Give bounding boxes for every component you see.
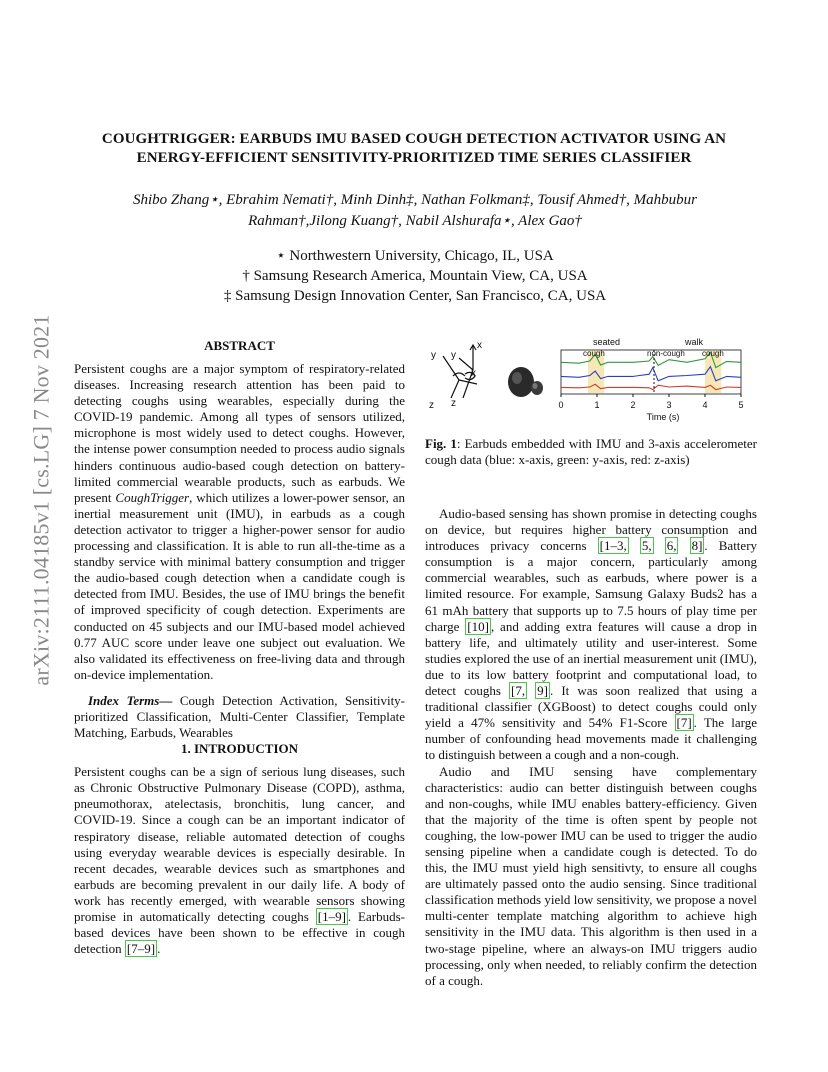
caption-text: : Earbuds embedded with IMU and 3-axis accelerometer cough data (blue: x-axis, green: y-axis, red: z-axis) [425,436,757,467]
affiliation-samsung-research: † Samsung Research America, Mountain View, CA, USA [242,268,588,284]
arxiv-stamp-text: arXiv:2111.04185v1 [cs.LG] 7 Nov 2021 [29,314,55,686]
intro-text-a: Persistent coughs can be a sign of serious lung diseases, such as Chronic Obstructive Pulmonary Disease (COPD), asthma, pneumothorax, atelectasis, bronchitis, lung cancer, and COVID-19. Since a cough can be an important indicator of respiratory disease, reliable automated detection of coughs using everyday wearable devices is especially desirable. In recent decades, wearable devices such as smartphones and earbuds are becoming prevalent in our daily life. A body of work has recently emerged, with wearable sensors showing promise in automatically detecting coughs [74,764,405,924]
intro-heading: 1. INTRODUCTION [180,741,298,757]
author-list [110,190,720,232]
x-axis-label: Time (s) [646,412,680,422]
citation-link[interactable]: [7–9] [126,941,156,957]
axis-label-y: y [451,350,456,361]
abstract-text [74,361,405,683]
spacer [425,468,757,506]
abstract-emph: CoughTrigger [115,489,190,505]
affiliation-northwestern: ⋆ Northwestern University, Chicago, IL, USA [276,248,554,264]
index-terms-label: Index Terms— [88,692,173,708]
axis-label-z: z [451,398,456,409]
label-non-cough: non-cough [647,349,685,358]
x-tick-label: 0 [558,400,564,410]
abstract-heading: ABSTRACT [204,338,275,353]
rp1-a: Audio-based sensing has shown promise in detecting coughs on device, but requires higher battery consumption and introduces privacy concerns [425,506,757,554]
affiliations [150,246,680,306]
label-seated: seated [593,337,621,347]
index-terms-text: Cough Detection Activation, Sensitivity-prioritized Classification, Multi-Center Classifier, Template Matching, Earbuds, Wearables [74,692,406,741]
citation-link[interactable]: [7] [676,715,692,731]
caption-label: Fig. 1 [425,436,457,451]
index-terms [74,693,405,741]
citation-link[interactable]: [1–3, [599,538,627,554]
plot-area [558,337,743,422]
axis-label-x2: x [471,368,476,379]
title-line-1: COUGHTRIGGER: EARBUDS IMU BASED COUGH DETECTION ACTIVATOR USING AN [101,131,727,147]
paper-title [60,130,768,168]
rp1-b: . Battery consumption is a major concern, particularly among commercial wearables, such as earbuds, where power is a limited resource. For example, Samsung Galaxy Buds2 has a 61 mAh battery that supports up to 7.5 hours of play time per charge [425,538,758,634]
x-tick-label: 3 [666,400,672,410]
abstract-part-1: Persistent coughs are a major symptom of respiratory-related diseases. Increasing research attention has been paid to detecting coughs using wearables, especially during the COVID-19 pandemic. Among all types of sensors utilized, microphone is most widely used to detect coughs. However, the intense power consumption needed to process audio signals hinders continuous audio-based cough detection on battery-limited commercial wearable products, such as earbuds. We present [74,361,405,505]
label-walk: walk [685,337,704,347]
earbud-icon [508,367,543,397]
rp1-d: . It was soon realized that using a traditional classifier (XGBoost) to detect coughs could only yield a 47% sensitivity and 54% F1-Score [425,683,757,731]
intro-paragraph [74,764,405,957]
x-tick-label: 5 [738,400,744,410]
citation-link[interactable]: 9] [537,683,549,699]
axis-label-x: x [477,340,482,351]
figure-1-svg [425,336,757,428]
citation-link[interactable]: [7, [511,683,526,699]
figure-caption [425,436,757,468]
title-line-2: ENERGY-EFFICIENT SENSITIVITY-PRIORITIZED TIME SERIES CLASSIFIER [136,150,692,166]
x-tick-label: 2 [630,400,636,410]
right-column [425,336,757,989]
figure-1 [425,336,757,428]
right-paragraph-2: Audio and IMU sensing have complementary characteristics: audio can better distinguish between coughs and non-coughs, while IMU enables battery-efficiency. Given that the majority of the time is often spent by people not coughing, the low-power IMU can be used to trigger the audio sensing pipeline when a candidate cough is detected. To do this, the IMU must yield high sensitivty, to ensure all coughs are ultimately passed onto the audio sensing. Since traditional classification methods yield low sensitivity, we propose a novel multi-center template matching algorithm to achieve high sensitivity in the IMU data. This algorithm is then used in a two-stage pipeline, where an always-on IMU triggers audio processing, only when needed, to reliably confirm the detection of a cough. [425,763,757,988]
label-cough-2: cough [702,349,724,358]
axis-label-y2: y [431,350,436,361]
authors-line-1: Shibo Zhang⋆, Ebrahim Nemati†, Minh Dinh‡, Nathan Folkman‡, Tousif Ahmed†, Mahbubur [133,192,697,208]
citation-link[interactable]: [1–9] [317,909,346,924]
left-column [74,338,405,957]
rp1-c: , and adding extra features will cause a drop in battery life, and ultimately utility and user-interest. Some studies explored the use of an inertial measurement unit (IMU), due to its low battery footprint and computational load, to detect coughs [425,618,757,699]
axis-arrow-z2-icon [451,380,459,398]
intro-text-b: . Earbuds-based devices have been shown to be effective in cough detection [74,909,405,957]
authors-line-2: Rahman†,Jilong Kuang†, Nabil Alshurafa⋆, Alex Gao† [248,213,582,229]
citation-link[interactable]: 6, [666,538,677,554]
axis-label-z2: z [429,400,434,411]
citation-link[interactable]: [10] [467,618,489,634]
affiliation-samsung-design: ‡ Samsung Design Innovation Center, San Francisco, CA, USA [223,288,607,304]
citation-link[interactable]: 5, [641,538,652,554]
x-tick-label: 4 [702,400,708,410]
label-cough-1: cough [583,349,605,358]
x-tick-label: 1 [594,400,600,410]
arxiv-stamp [20,300,64,700]
citation-link[interactable]: 8] [691,538,703,554]
abstract-part-2: , which utilizes a lower-power sensor, an inertial measurement unit (IMU), in earbuds as a cough detection activator to trigger a higher-power sensor for audio processing and classification. It is able to run all-the-time as a standby service with minimal battery consumption and trigger the audio-based cough detection when a candidate cough is detected from IMU. Besides, the use of IMU brings the benefit of improved specificity of cough detection. Experiments are conducted on 45 subjects and our IMU-based model achieved 0.77 AUC score under leave one subject out evaluation. We also validated its effectiveness on free-living data and through on-device implementation. [74,489,405,682]
right-paragraph-1 [425,506,757,764]
intro-text-c: . [157,941,161,957]
rp1-e: . The large number of confounding head movements made it challenging to distinguish between a cough and a non-cough. [425,715,757,763]
